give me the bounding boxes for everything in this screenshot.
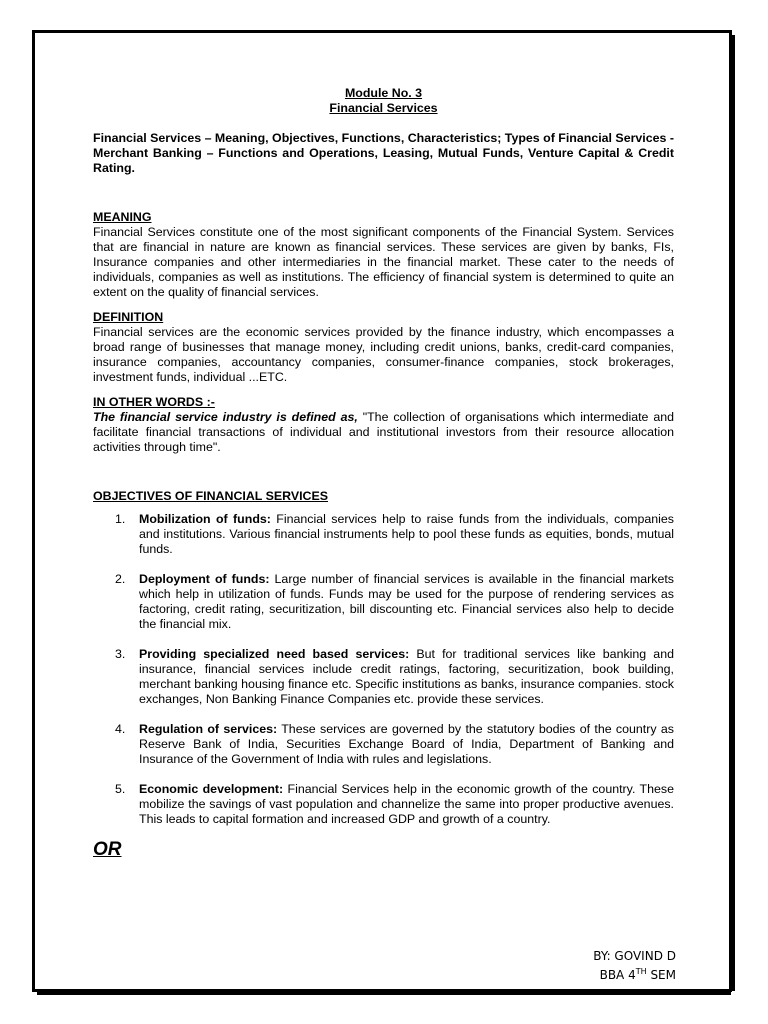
item-title: Regulation of services: bbox=[139, 722, 278, 736]
list-item bbox=[93, 512, 674, 557]
list-item bbox=[93, 572, 674, 632]
list-item bbox=[93, 782, 674, 827]
item-text: Financial services help to raise funds from the individuals, companies and institutions. Various financial instruments help to pool these funds as equities, bonds, mutual funds. bbox=[139, 512, 674, 556]
document-body bbox=[93, 86, 674, 860]
other-words-text bbox=[93, 410, 674, 455]
item-text: These services are governed by the statutory bodies of the country as Reserve Bank of India, Securities Exchange Board of India, Department of Banking and Insurance of the Government of India with rules and legislations. bbox=[139, 722, 674, 766]
item-text: But for traditional services like banking and insurance, financial services include credit ratings, factoring, securitization, book building, merchant banking housing finance etc. Specific institutions as banks, insurance companies. stock exchanges, Non Banking Finance Companies etc. provide these services. bbox=[139, 647, 674, 706]
definition-text: Financial services are the economic services provided by the finance industry, which encompasses a broad range of businesses that manage money, including credit unions, banks, credit-card companies, insurance companies, accountancy companies, consumer-finance companies, stock brokerages, investment funds, individual ...ETC. bbox=[93, 325, 674, 384]
item-number: 3. bbox=[115, 647, 126, 661]
item-number: 1. bbox=[115, 512, 126, 526]
other-words-quote: "The collection of organisations which intermediate and facilitate financial transactions of individual and institutional investors from their resource allocation activities through time". bbox=[93, 410, 674, 454]
item-number: 4. bbox=[115, 722, 126, 736]
item-title: Economic development: bbox=[139, 782, 284, 796]
other-words-lead: The financial service industry is defined as, bbox=[93, 410, 358, 424]
course-line: BBA 4TH SEM bbox=[599, 967, 676, 982]
subject-title: Financial Services bbox=[329, 101, 438, 115]
item-title: Mobilization of funds: bbox=[139, 512, 271, 526]
item-text: Large number of financial services is available in the financial markets which help in utilization of funds. Funds may be used for the purpose of rendering services as factoring, credit rating, securitization, bill discounting etc. Financial services also help to decide the financial mix. bbox=[139, 572, 674, 631]
item-number: 2. bbox=[115, 572, 126, 586]
objectives-list bbox=[93, 512, 674, 827]
list-item bbox=[93, 647, 674, 707]
objectives-heading: OBJECTIVES OF FINANCIAL SERVICES bbox=[93, 489, 329, 503]
item-number: 5. bbox=[115, 782, 126, 796]
item-text: Financial Services help in the economic growth of the country. These mobilize the savings of vast population and channelize the same into proper productive avenues. This leads to capital formation and increased GDP and growth of a country. bbox=[139, 782, 674, 826]
list-item bbox=[93, 722, 674, 767]
footer-credit bbox=[593, 948, 676, 983]
or-label: OR bbox=[93, 839, 122, 860]
author-line: BY: GOVIND D bbox=[593, 949, 676, 963]
item-title: Deployment of funds: bbox=[139, 572, 270, 586]
other-words-heading: IN OTHER WORDS :- bbox=[93, 395, 215, 409]
item-title: Providing specialized need based services: bbox=[139, 647, 410, 661]
meaning-text: Financial Services constitute one of the most significant components of the Financial System. Services that are financial in nature are known as financial services. These services are given by banks, FIs, Insurance companies and other intermediaries in the financial market. These cater to the needs of individuals, companies as well as institutions. The efficiency of financial system is determined to quite an extent on the quality of financial services. bbox=[93, 225, 674, 299]
meaning-heading: MEANING bbox=[93, 210, 152, 224]
module-title: Module No. 3 bbox=[344, 86, 423, 100]
module-topics: Financial Services – Meaning, Objectives, Functions, Characteristics; Types of Financial Services - Merchant Banking – Functions and Operations, Leasing, Mutual Funds, Venture Capital & Credit Rating. bbox=[93, 131, 674, 175]
definition-heading: DEFINITION bbox=[93, 310, 164, 324]
